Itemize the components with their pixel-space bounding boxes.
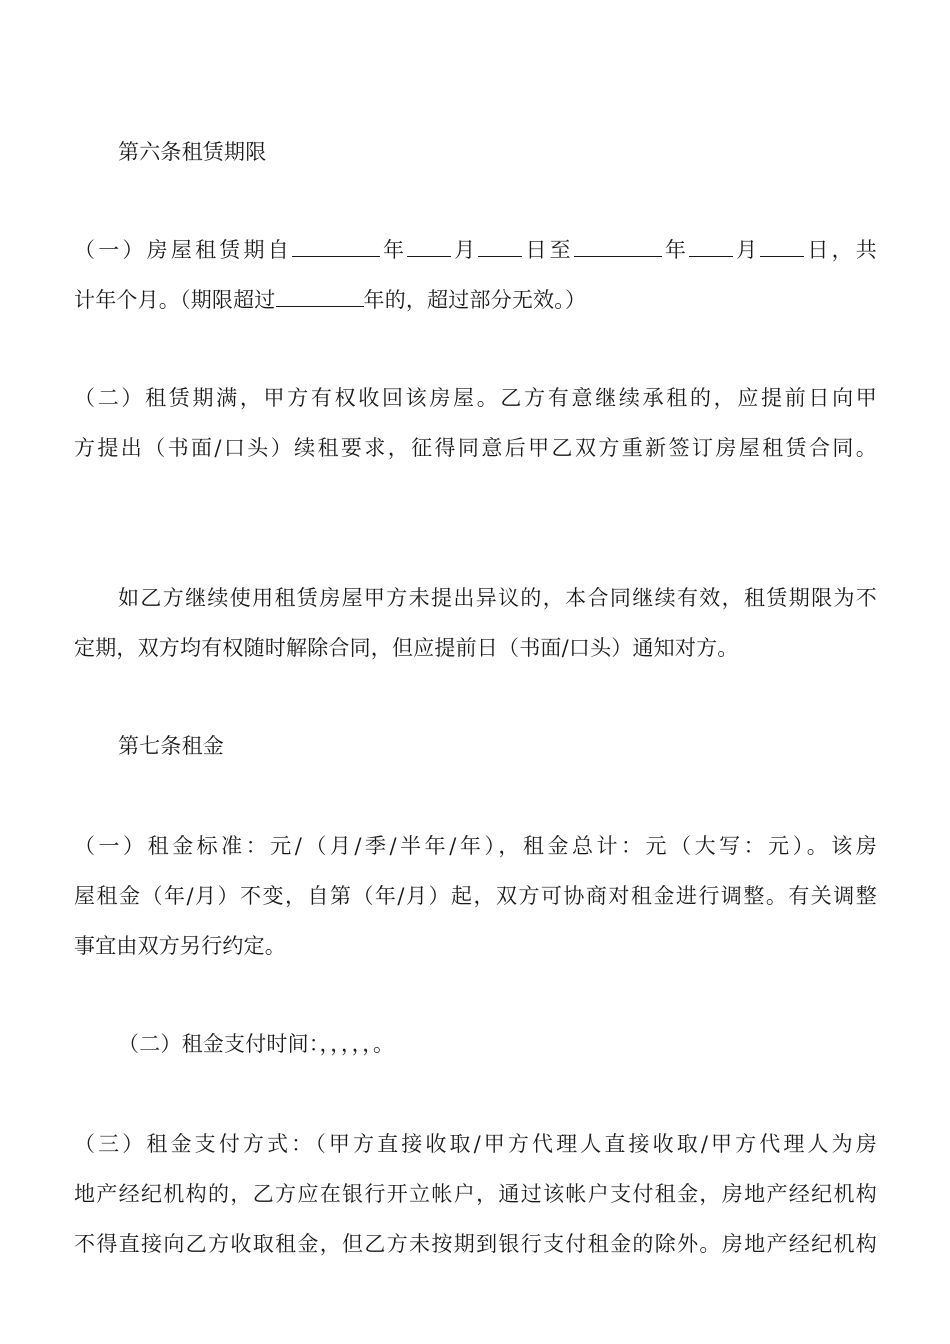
blank-start-month[interactable] xyxy=(407,238,451,257)
article-7-clause-1-line-1: （一）租金标准：元/（月/季/半年/年），租金总计：元（大写：元）。该房 xyxy=(74,834,877,858)
text-run: 年 xyxy=(379,238,408,262)
article-6-clause-3-line-1: 如乙方继续使用租赁房屋甲方未提出异议的，本合同继续有效，租赁期限为不 xyxy=(118,586,877,610)
blank-start-year[interactable] xyxy=(292,238,380,257)
blank-limit-years[interactable] xyxy=(276,288,364,307)
blank-end-year[interactable] xyxy=(574,238,662,257)
blank-end-month[interactable] xyxy=(689,238,733,257)
article-7-clause-3-line-2: 地产经纪机构的，乙方应在银行开立帐户，通过该帐户支付租金，房地产经纪机构 xyxy=(74,1182,877,1206)
text-run: （一）房屋租赁期自 xyxy=(74,238,292,262)
article-7-clause-1-line-3: 事宜由双方另行约定。 xyxy=(74,934,286,958)
article-6-clause-1-line-1 xyxy=(74,235,877,265)
text-run: 月 xyxy=(451,238,479,262)
text-run: 日，共 xyxy=(804,238,877,262)
text-run: 计年个月。（期限超过 xyxy=(74,288,276,312)
text-run: 年的，超过部分无效。） xyxy=(363,288,587,312)
article-6-clause-2-line-1: （二）租赁期满，甲方有权收回该房屋。乙方有意继续承租的，应提前日向甲 xyxy=(74,386,877,410)
article-7-clause-1-line-2: 屋租金（年/月）不变，自第（年/月）起，双方可协商对租金进行调整。有关调整 xyxy=(74,884,877,908)
text-run: 年 xyxy=(661,238,690,262)
article-7-clause-3-line-3: 不得直接向乙方收取租金，但乙方未按期到银行支付租金的除外。房地产经纪机构 xyxy=(74,1232,877,1256)
blank-start-day[interactable] xyxy=(478,238,522,257)
article-6-clause-1-line-2 xyxy=(74,285,586,315)
text-run: 日至 xyxy=(522,238,574,262)
article-6-heading: 第六条租赁期限 xyxy=(118,140,267,164)
text-run: 月 xyxy=(733,238,761,262)
article-7-clause-2-line-1: （二）租金支付时间：，，，，，。 xyxy=(118,1032,395,1056)
article-7-heading: 第七条租金 xyxy=(118,734,224,758)
article-6-clause-3-line-2: 定期，双方均有权随时解除合同，但应提前日（书面/口头）通知对方。 xyxy=(74,636,739,660)
article-7-clause-3-line-1: （三）租金支付方式：（甲方直接收取/甲方代理人直接收取/甲方代理人为房 xyxy=(74,1132,877,1156)
blank-end-day[interactable] xyxy=(760,238,804,257)
article-6-clause-2-line-2: 方提出（书面/口头）续租要求，征得同意后甲乙双方重新签订房屋租赁合同。 xyxy=(74,436,877,460)
